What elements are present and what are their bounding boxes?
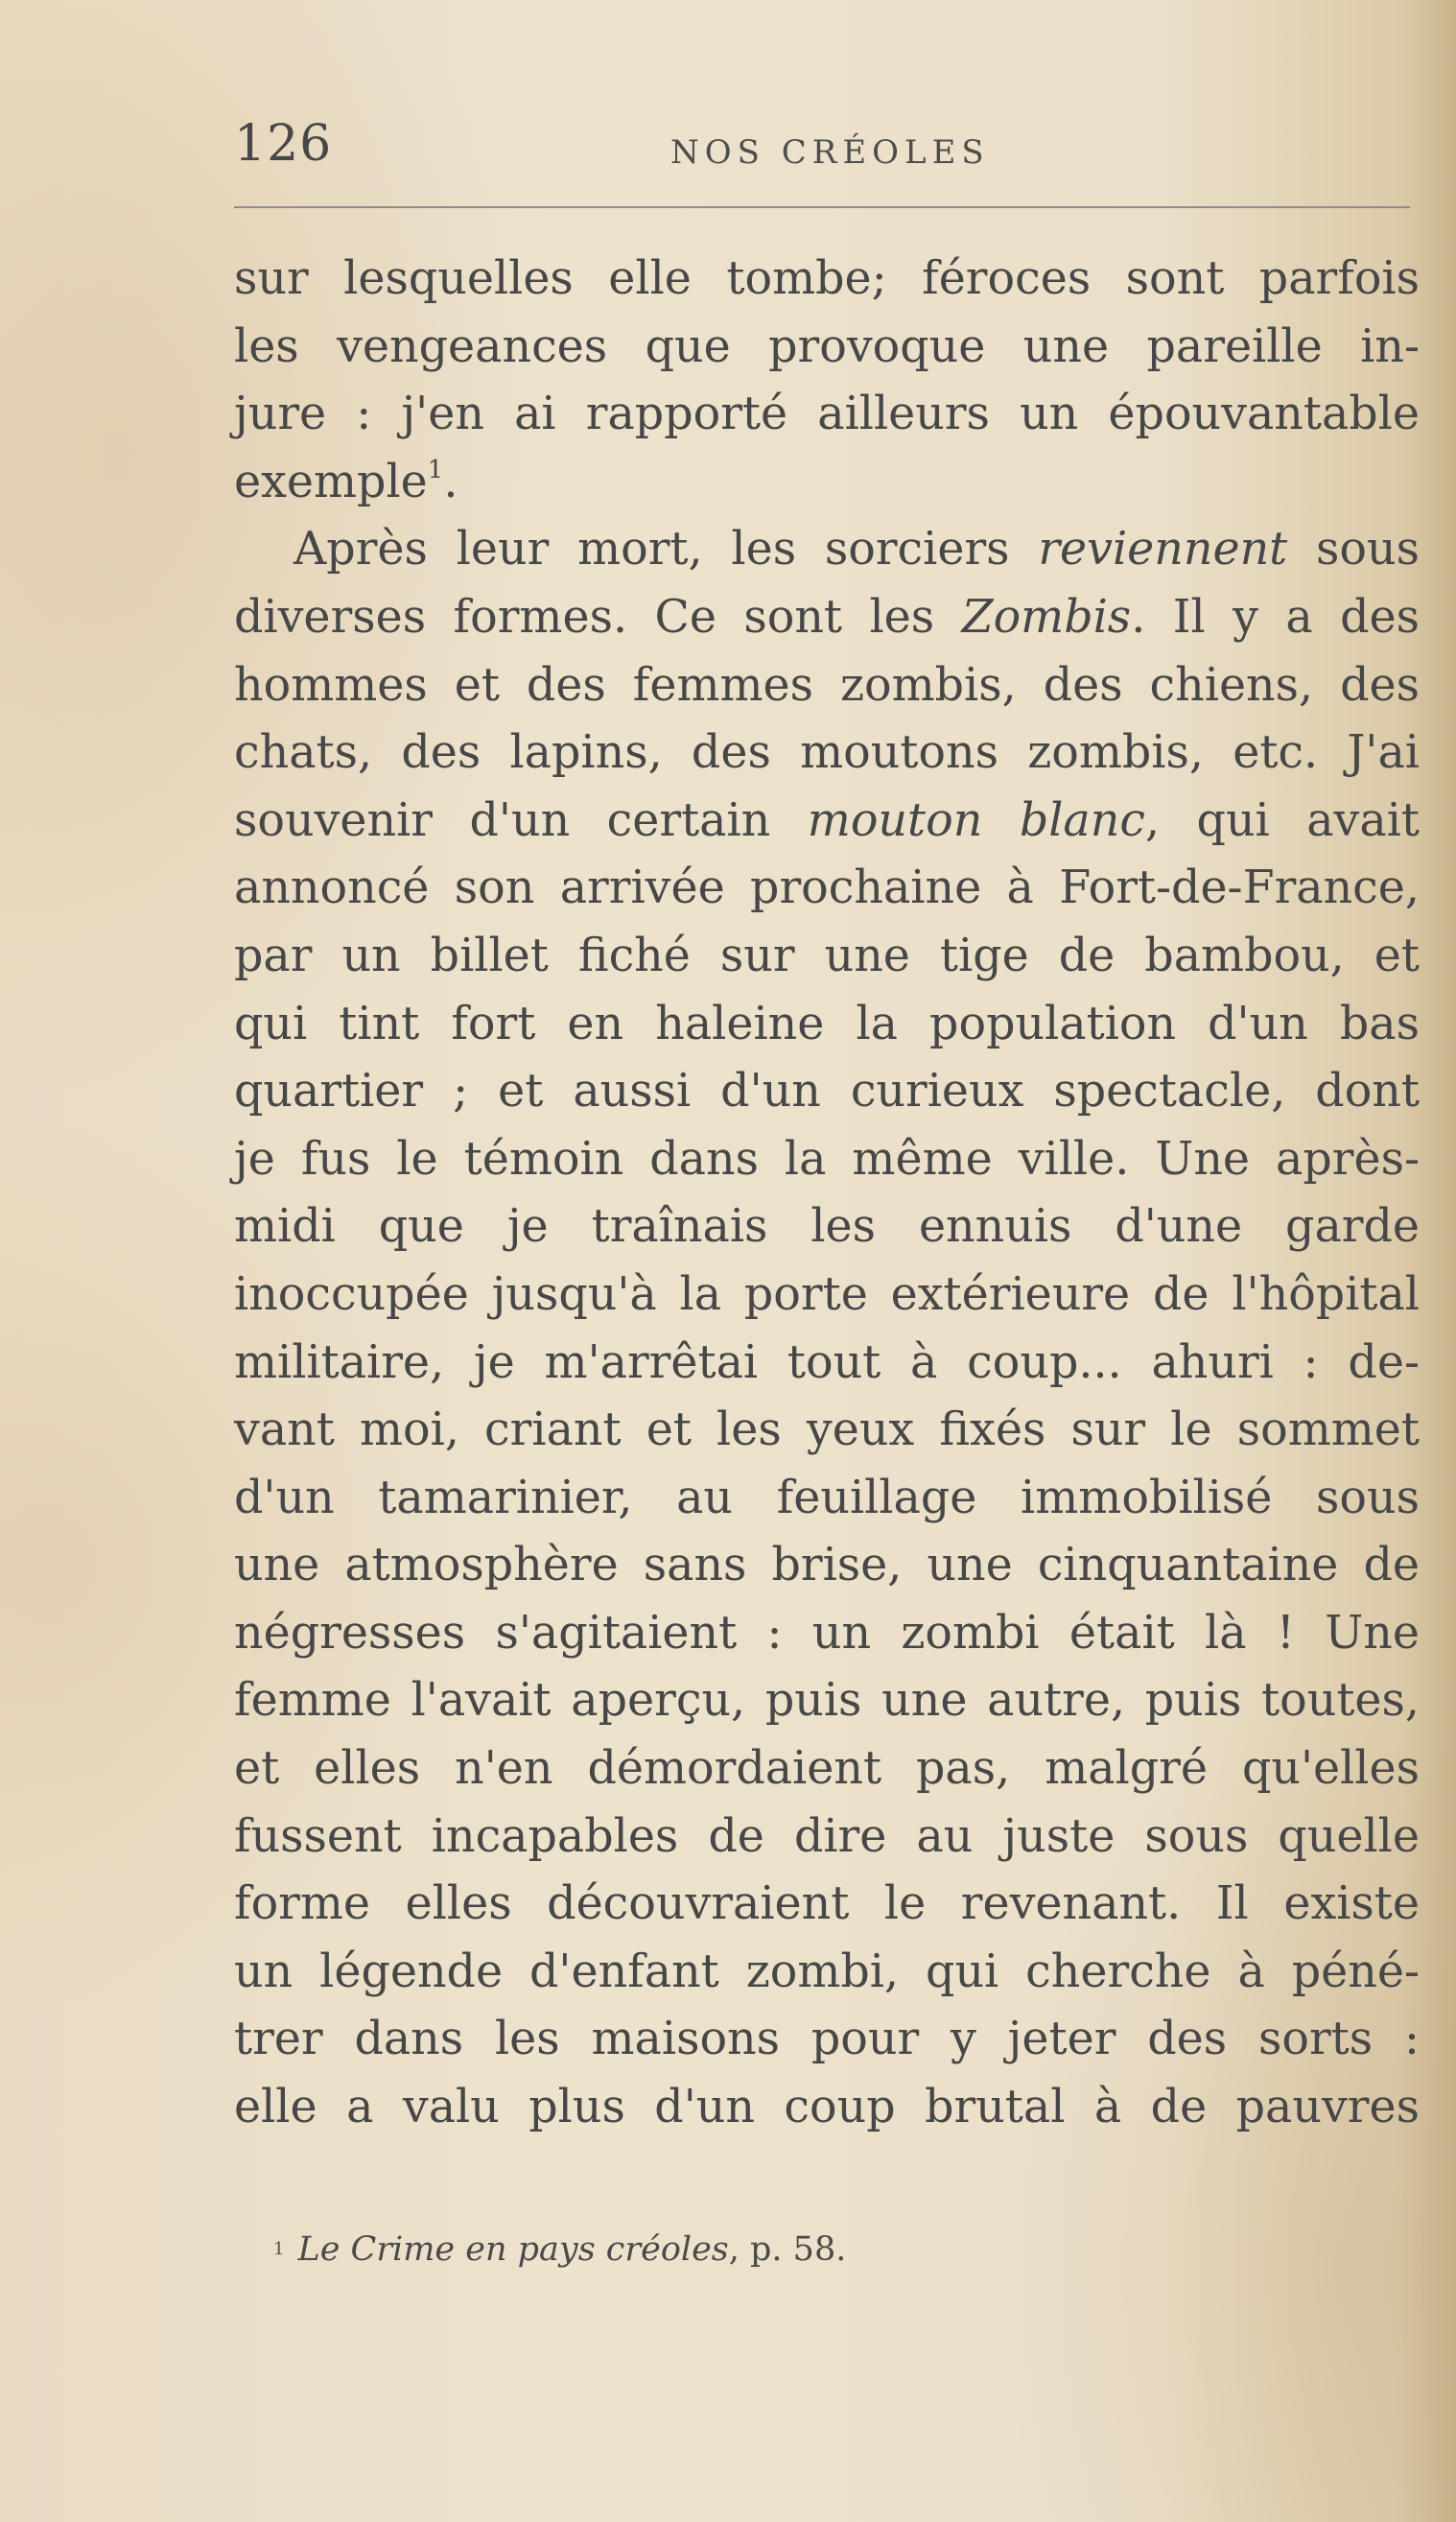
page-header bbox=[234, 115, 1414, 182]
italic-term: Zombis bbox=[961, 590, 1132, 644]
text-fragment: , qui avait bbox=[1144, 793, 1420, 847]
text-fragment: exemple bbox=[234, 455, 428, 508]
body-text bbox=[234, 246, 1420, 2142]
text-line bbox=[234, 449, 1420, 517]
text-line: fussent incapables de dire au juste sous quelle bbox=[234, 1809, 1420, 1863]
text-line: inoccupée jusqu'à la porte extérieure de l'hôpital bbox=[234, 1267, 1420, 1321]
text-line bbox=[234, 584, 1420, 652]
footnote bbox=[273, 2230, 846, 2269]
text-fragment: souvenir d'un certain bbox=[234, 793, 808, 847]
page-number: 126 bbox=[234, 115, 333, 173]
footnote-mark: 1 bbox=[273, 2239, 285, 2259]
text-line: hommes et des femmes zombis, des chiens, des bbox=[234, 658, 1420, 712]
running-title: NOS CRÉOLES bbox=[670, 133, 990, 172]
text-fragment: Après leur mort, les sorciers bbox=[294, 523, 1039, 577]
text-line: vant moi, criant et les yeux fixés sur le sommet bbox=[234, 1403, 1420, 1457]
italic-term: mouton blanc bbox=[807, 793, 1145, 847]
text-line: femme l'avait aperçu, puis une autre, puis toutes, bbox=[234, 1674, 1420, 1728]
header-rule bbox=[234, 206, 1410, 208]
text-line: chats, des lapins, des moutons zombis, etc. J'ai bbox=[234, 726, 1420, 780]
text-fragment: . Il y a des bbox=[1131, 590, 1421, 644]
text-line: militaire, je m'arrêtai tout à coup... ahuri : de- bbox=[234, 1335, 1420, 1389]
text-line: d'un tamarinier, au feuillage immobilisé sous bbox=[234, 1471, 1420, 1524]
footnote-title: Le Crime en pays créoles bbox=[297, 2230, 729, 2269]
text-line bbox=[234, 516, 1420, 584]
italic-term: reviennent bbox=[1038, 523, 1288, 577]
text-line: une atmosphère sans brise, une cinquantaine de bbox=[234, 1539, 1420, 1592]
text-line: annoncé son arrivée prochaine à Fort-de-France, bbox=[234, 861, 1420, 915]
footnote-text: , p. 58. bbox=[728, 2230, 847, 2269]
text-line: par un billet fiché sur une tige de bambou, et bbox=[234, 929, 1420, 982]
text-line: midi que je traînais les ennuis d'une garde bbox=[234, 1200, 1420, 1254]
text-line: négresses s'agitaient : un zombi était là ! Une bbox=[234, 1606, 1420, 1660]
text-line: forme elles découvraient le revenant. Il existe bbox=[234, 1877, 1420, 1931]
text-line: et elles n'en démordaient pas, malgré qu'elles bbox=[234, 1742, 1420, 1796]
text-line: sur lesquelles elle tombe; féroces sont parfois bbox=[234, 252, 1420, 305]
text-line: qui tint fort en haleine la population d'un bas bbox=[234, 997, 1420, 1050]
text-fragment: . bbox=[443, 455, 458, 508]
text-line: quartier ; et aussi d'un curieux spectacle, dont bbox=[234, 1065, 1420, 1119]
text-line: jure : j'en ai rapporté ailleurs un épouvantable bbox=[234, 388, 1420, 441]
text-fragment: sous bbox=[1287, 523, 1420, 577]
text-line: un légende d'enfant zombi, qui cherche à péné- bbox=[234, 1945, 1420, 1998]
text-line bbox=[234, 788, 1420, 856]
text-line: elle a valu plus d'un coup brutal à de pauvres bbox=[234, 2081, 1420, 2134]
text-line: je fus le témoin dans la même ville. Une après- bbox=[234, 1132, 1420, 1186]
text-line: les vengeances que provoque une pareille in- bbox=[234, 319, 1420, 373]
text-line: trer dans les maisons pour y jeter des sorts : bbox=[234, 2013, 1420, 2066]
text-fragment: diverses formes. Ce sont les bbox=[234, 590, 962, 644]
footnote-reference: 1 bbox=[427, 455, 444, 484]
